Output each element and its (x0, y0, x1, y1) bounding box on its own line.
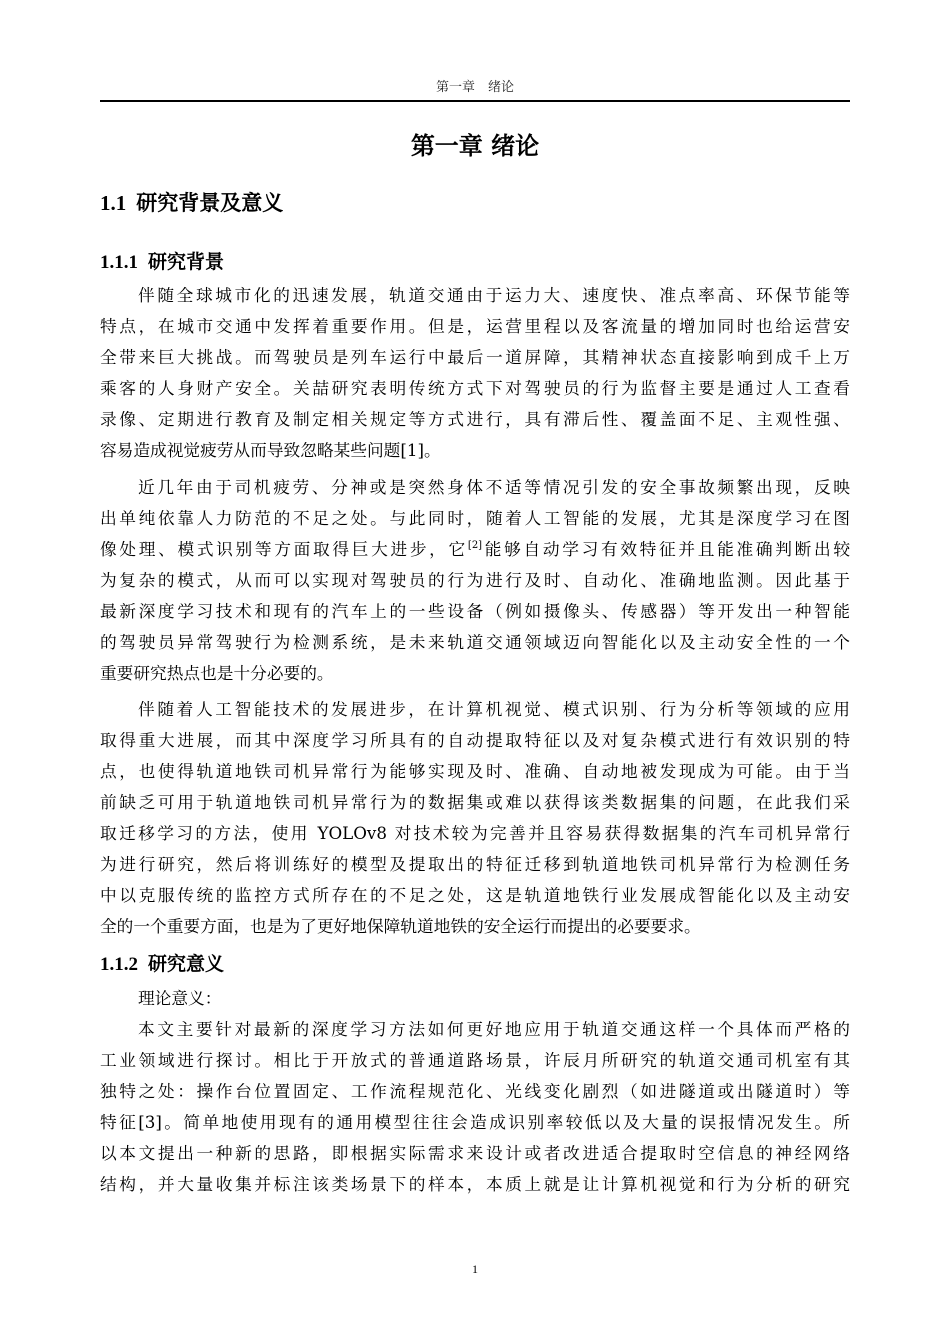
text-line: 工业领域进行探讨。相比于开放式的普通道路场景，许辰月所研究的轨道交通司机室有其 (100, 1050, 850, 1070)
citation-superscript: [2] (467, 540, 483, 551)
text-line: 特征[3]。简单地使用现有的通用模型往往会造成识别率较低以及大量的误报情况发生。所 (100, 1112, 850, 1132)
text-line: 全带来巨大挑战。而驾驶员是列车运行中最后一道屏障，其精神状态直接影响到成千上万 (100, 347, 850, 367)
text-segment: 能够自动学习有效特征并且能准确判断出较 (482, 539, 851, 559)
section-number: 1.1 (100, 191, 127, 215)
text-line: 独特之处：操作台位置固定、工作流程规范化、光线变化剧烈（如进隧道或出隧道时）等 (100, 1081, 850, 1101)
running-header: 第一章 绪论 (435, 80, 514, 95)
header-rule (100, 100, 850, 102)
section-title: 研究背景及意义 (136, 190, 284, 215)
text-segment: 像处理、模式识别等方面取得巨大进步，它 (100, 539, 468, 559)
text-line: 的驾驶员异常驾驶行为检测系统，是未来轨道交通领域迈向智能化以及主动安全性的一个 (100, 632, 850, 652)
section-heading-1-1-1 (100, 248, 224, 277)
text-line: 最新深度学习技术和现有的汽车上的一些设备（例如摄像头、传感器）等开发出一种智能 (100, 601, 850, 621)
text-line: 近几年由于司机疲劳、分神或是突然身体不适等情况引发的安全事故频繁出现，反映 (138, 477, 850, 497)
text-line: 容易造成视觉疲劳从而导致忽略某些问题[1]。 (100, 440, 441, 460)
section-title: 研究意义 (148, 953, 225, 975)
text-line: 取迁移学习的方法，使用 YOLOv8 对技术较为完善并且容易获得数据集的汽车司机异常行 (100, 823, 850, 843)
text-line: 伴随着人工智能技术的发展进步，在计算机视觉、模式识别、行为分析等领域的应用 (138, 699, 850, 719)
text-line-with-citation (100, 534, 850, 565)
paragraph-background-3 (100, 694, 850, 942)
text-line: 伴随全球城市化的迅速发展，轨道交通由于运力大、速度快、准点率高、环保节能等 (138, 285, 850, 305)
text-line: 出单纯依靠人力防范的不足之处。与此同时，随着人工智能的发展，尤其是深度学习在图 (100, 508, 850, 528)
section-number: 1.1.2 (100, 954, 138, 975)
text-line: 以本文提出一种新的思路，即根据实际需求来设计或者改进适合提取时空信息的神经网络 (100, 1143, 850, 1163)
text-line: 本文主要针对最新的深度学习方法如何更好地应用于轨道交通这样一个具体而严格的 (138, 1019, 850, 1039)
text-line: 特点，在城市交通中发挥着重要作用。但是，运营里程以及客流量的增加同时也给运营安 (100, 316, 850, 336)
text-line: 点，也使得轨道地铁司机异常行为能够实现及时、准确、自动地被发现成为可能。由于当 (100, 761, 850, 781)
text-line: 中以克服传统的监控方式所存在的不足之处，这是轨道地铁行业发展成智能化以及主动安 (100, 885, 850, 905)
text-line: 结构，并大量收集并标注该类场景下的样本，本质上就是让计算机视觉和行为分析的研究 (100, 1174, 850, 1194)
text-line: 为复杂的模式，从而可以实现对驾驶员的行为进行及时、自动化、准确地监测。因此基于 (100, 570, 850, 590)
section-title: 研究背景 (148, 251, 225, 273)
paragraph-background-1 (100, 280, 850, 466)
text-line: 理论意义： (138, 988, 222, 1008)
paragraph-background-2 (100, 472, 850, 689)
page-number: 1 (472, 1262, 478, 1276)
text-line: 录像、定期进行教育及制定相关规定等方式进行，具有滞后性、覆盖面不足、主观性强、 (100, 409, 850, 429)
paragraph-theory-label (100, 983, 850, 1014)
chapter-title: 第一章 绪论 (410, 131, 540, 160)
text-line: 全的一个重要方面，也是为了更好地保障轨道地铁的安全运行而提出的必要要求。 (100, 916, 701, 936)
text-line: 取得重大进展，而其中深度学习所具有的自动提取特征以及对复杂模式进行有效识别的特 (100, 730, 850, 750)
text-line: 重要研究热点也是十分必要的。 (100, 663, 334, 683)
section-heading-1-1-2 (100, 950, 224, 979)
text-line: 乘客的人身财产安全。关喆研究表明传统方式下对驾驶员的行为监督主要是通过人工查看 (100, 378, 850, 398)
section-heading-1-1 (100, 188, 283, 218)
text-line: 为进行研究，然后将训练好的模型及提取出的特征迁移到轨道地铁司机异常行为检测任务 (100, 854, 850, 874)
section-number: 1.1.1 (100, 252, 138, 273)
paragraph-significance (100, 1014, 850, 1200)
text-line: 前缺乏可用于轨道地铁司机异常行为的数据集或难以获得该类数据集的问题，在此我们采 (100, 792, 850, 812)
